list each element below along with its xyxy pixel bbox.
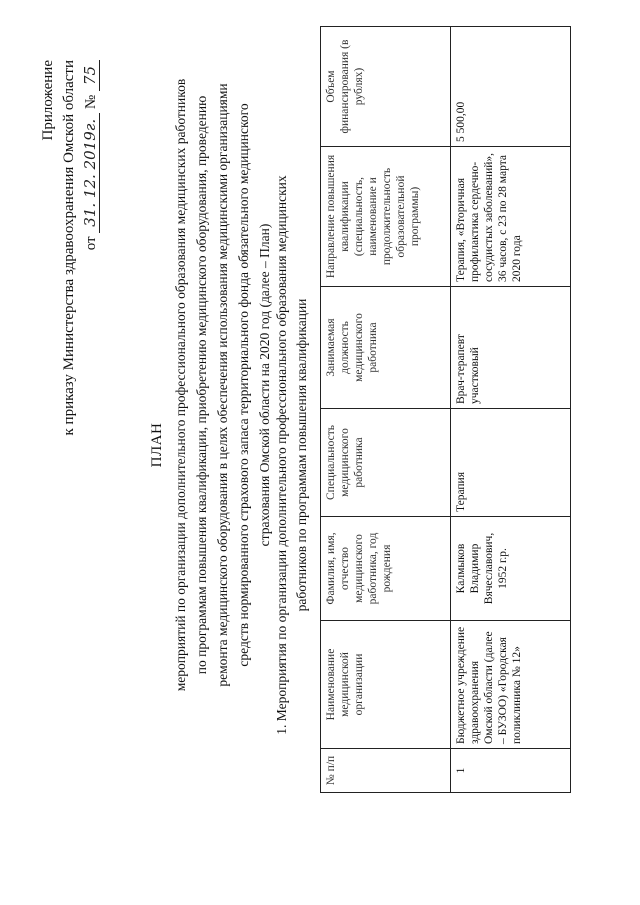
appendix-block — [38, 60, 102, 440]
handwritten-number: 75 — [81, 60, 100, 91]
header-cell-program: Направление повышения квалификации (специальность, наименование и продолжительность образовательной программы) — [321, 147, 451, 287]
page-title: ПЛАН — [149, 422, 165, 468]
header-cell-amount: Объем финансирования (в рублях) — [321, 27, 451, 147]
cell-number: 1 — [451, 749, 571, 793]
appendix-date-line — [80, 60, 102, 440]
header-cell-worker-name: Фамилия, имя, отчество медицинского работника, год рождения — [321, 517, 451, 621]
table-row — [451, 27, 571, 793]
cell-program: Терапия, «Вторичная профилактика сердечно-сосудистых заболеваний», 36 часов, с 23 по 28 марта 2020 года — [451, 147, 571, 287]
number-label: № — [83, 94, 99, 110]
table-header-row — [321, 27, 451, 793]
cell-amount: 5 500,00 — [451, 27, 571, 147]
header-cell-specialty: Специальность медицинского работника — [321, 409, 451, 517]
appendix-order-ref: к приказу Министерства здравоохранения Омской области — [61, 60, 77, 436]
plan-subtitle: мероприятий по организации дополнительного профессионального образования медицинских работников по программам повышения квалификации, приобретению медицинского оборудования, проведению ремонта медицинского оборудования в целях обеспечения использования медицинскими организациями средств нормированного страхового запаса территориального фонда обязательного медицинского страхования Омской области на 2020 год (далее – План) — [173, 78, 272, 692]
header-cell-number: № п/п — [321, 749, 451, 793]
header-cell-position: Занимаемая должность медицинского работника — [321, 287, 451, 409]
section-heading: 1. Мероприятия по организации дополнительного профессионального образования медицинских работников по программам повышения квалификации — [274, 175, 309, 735]
handwritten-date: 31. 12. 2019г. — [81, 113, 100, 233]
cell-specialty: Терапия — [451, 409, 571, 517]
cell-organization: Бюджетное учреждение здравоохранения Омской области (далее – БУЗОО) «Городская поликлиника № 12» — [451, 621, 571, 749]
appendix-label: Приложение — [40, 60, 56, 141]
plan-table — [320, 26, 571, 793]
date-prefix: от — [83, 236, 99, 251]
cell-position: Врач-терапевт участковый — [451, 287, 571, 409]
header-cell-organization: Наименование медицинской организации — [321, 621, 451, 749]
cell-worker-name: Калмыков Владимир Вячеславович, 1952 г.р. — [451, 517, 571, 621]
